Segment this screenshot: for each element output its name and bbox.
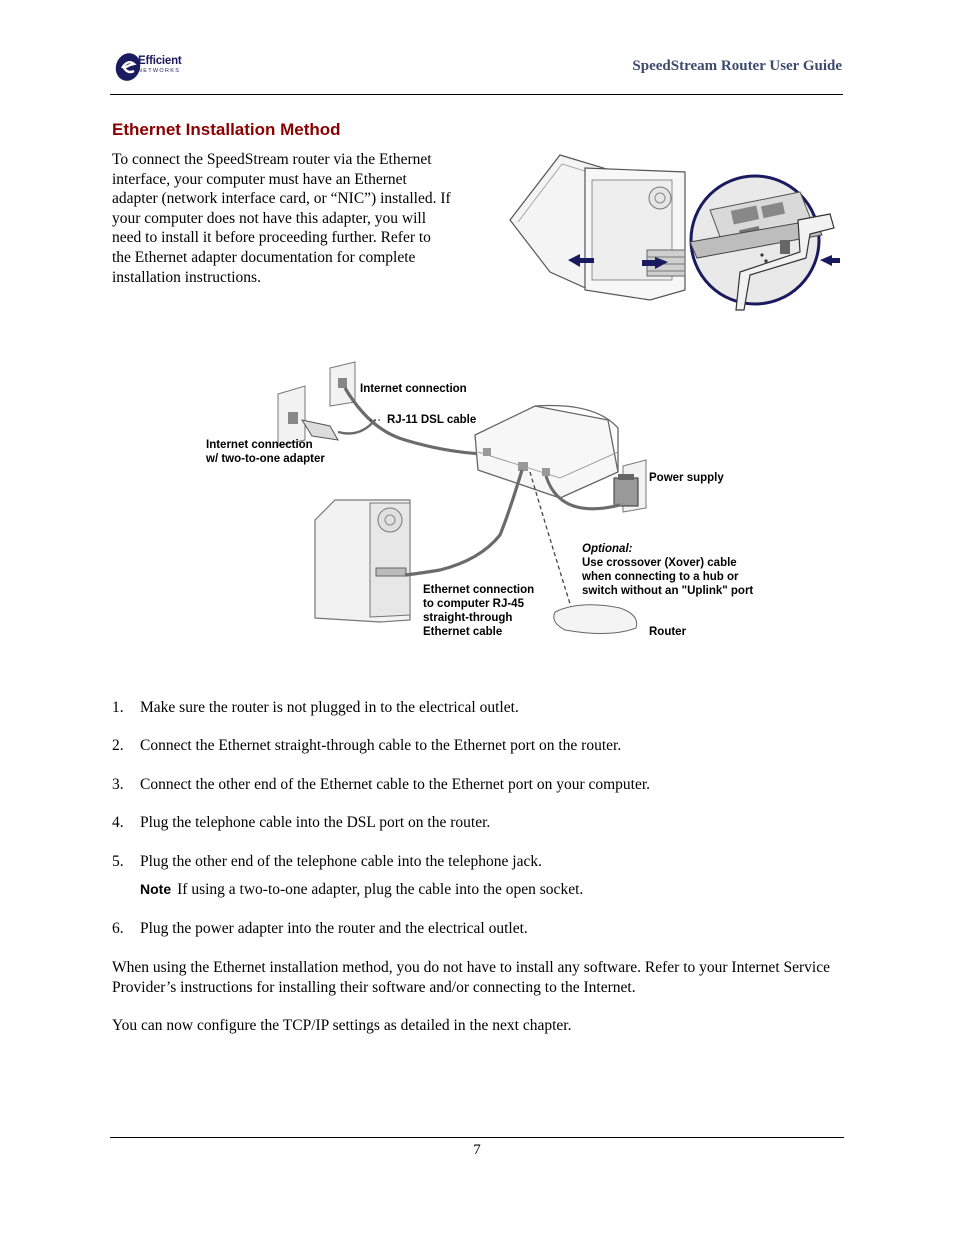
- label-ethernet-line: to computer RJ-45: [423, 598, 524, 610]
- note: [140, 881, 583, 899]
- label-power-supply: Power supply: [649, 472, 724, 484]
- step-number: 4.: [112, 814, 124, 831]
- list-item: [112, 813, 842, 832]
- intro-line: the Ethernet adapter documentation for complete: [112, 248, 416, 266]
- step-number: 5.: [112, 853, 124, 870]
- label-router: Router: [649, 626, 687, 638]
- intro-line: your computer does not have this adapter, you will: [112, 209, 427, 227]
- note-text: If using a two-to-one adapter, plug the cable into the open socket.: [177, 881, 584, 898]
- section-heading: Ethernet Installation Method: [112, 120, 341, 139]
- step-number: 6.: [112, 920, 124, 937]
- efficient-networks-logo: [114, 50, 224, 84]
- list-item: [112, 919, 842, 938]
- note-label: Note: [140, 881, 172, 897]
- step-number: 1.: [112, 699, 124, 716]
- label-adapter-line1: Internet connection: [206, 439, 313, 451]
- label-optional-line: when connecting to a hub or: [582, 571, 739, 583]
- footer-rule: [110, 1137, 844, 1138]
- label-optional-title: Optional:: [582, 543, 633, 555]
- list-item: [112, 775, 842, 794]
- header-rule: [110, 94, 843, 95]
- document-title: SpeedStream Router User Guide: [632, 58, 842, 74]
- step-text: Connect the other end of the Ethernet cable to the Ethernet port on your computer.: [140, 776, 651, 793]
- step-text: Make sure the router is not plugged in to the electrical outlet.: [140, 699, 519, 716]
- intro-line: To connect the SpeedStream router via the Ethernet: [112, 151, 432, 168]
- intro-paragraph: [112, 150, 494, 287]
- logo-name: Efficient: [138, 55, 182, 67]
- label-ethernet-line: Ethernet connection: [423, 584, 535, 596]
- step-number: 3.: [112, 776, 124, 793]
- list-item: [112, 698, 842, 717]
- intro-line: need to install it before proceeding further. Refer to: [112, 229, 431, 247]
- paragraph: When using the Ethernet installation method, you do not have to install any software. Refer to your Internet Service Provider’s instructions for installing their software and/or connecting to the Internet.: [112, 959, 830, 996]
- label-optional-line: switch without an "Uplink" port: [582, 585, 754, 597]
- label-ethernet-line: straight-through: [423, 612, 513, 624]
- page-number: 7: [473, 1142, 481, 1158]
- step-text: Plug the other end of the telephone cable into the telephone jack.: [140, 853, 543, 870]
- label-optional-line: Use crossover (Xover) cable: [582, 557, 737, 569]
- intro-line: installation instructions.: [112, 268, 261, 286]
- step-number: 2.: [112, 737, 124, 754]
- label-adapter-line2: w/ two-to-one adapter: [206, 453, 325, 465]
- label-rj11-cable: RJ-11 DSL cable: [387, 414, 477, 426]
- logo-subtitle: NETWORKS: [138, 68, 181, 74]
- list-item: [112, 736, 842, 755]
- connection-diagram: [200, 360, 760, 650]
- step-text: Plug the power adapter into the router and the electrical outlet.: [140, 920, 528, 937]
- step-text: Plug the telephone cable into the DSL port on the router.: [140, 814, 491, 831]
- label-internet-connection: Internet connection: [360, 383, 467, 395]
- list-item: [112, 852, 842, 871]
- label-ethernet-line: Ethernet cable: [423, 626, 503, 638]
- intro-line: adapter (network interface card, or “NIC”) installed. If: [112, 190, 451, 208]
- step-text: Connect the Ethernet straight-through cable to the Ethernet port on the router.: [140, 737, 622, 754]
- paragraph: You can now configure the TCP/IP settings as detailed in the next chapter.: [112, 1017, 572, 1034]
- intro-line: interface, your computer must have an Ethernet: [112, 170, 407, 188]
- nic-installation-illustration: [500, 150, 845, 320]
